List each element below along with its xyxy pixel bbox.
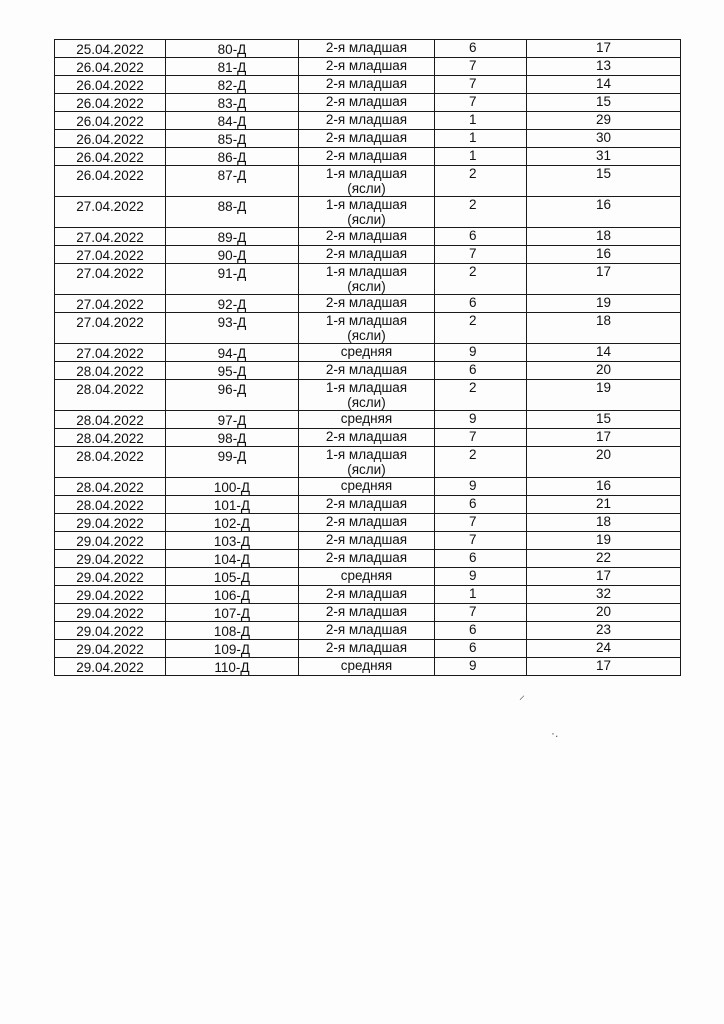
cell-date: 26.04.2022 [55,148,166,166]
cell-order-number: 92-Д [166,295,299,313]
cell-date: 28.04.2022 [55,429,166,447]
cell-group: средняя [299,658,435,676]
cell-date: 29.04.2022 [55,586,166,604]
cell-count: 14 [527,76,681,94]
cell-order-number: 95-Д [166,362,299,380]
cell-date: 28.04.2022 [55,496,166,514]
cell-date: 26.04.2022 [55,76,166,94]
table-row [55,447,681,478]
cell-date: 27.04.2022 [55,246,166,264]
cell-group: 2-я младшая [299,94,435,112]
cell-group-number: 6 [435,550,527,568]
cell-count: 16 [527,197,681,228]
cell-group-number: 6 [435,622,527,640]
cell-count: 17 [527,429,681,447]
cell-date: 26.04.2022 [55,58,166,76]
cell-group: 2-я младшая [299,550,435,568]
cell-group-number: 7 [435,94,527,112]
cell-group: средняя [299,344,435,362]
cell-date: 29.04.2022 [55,568,166,586]
cell-date: 27.04.2022 [55,344,166,362]
table-row [55,130,681,148]
cell-count: 19 [527,380,681,411]
cell-group: 1-я младшая (ясли) [299,166,435,197]
cell-order-number: 83-Д [166,94,299,112]
table-row [55,658,681,676]
cell-count: 30 [527,130,681,148]
cell-date: 29.04.2022 [55,640,166,658]
cell-group: 2-я младшая [299,496,435,514]
cell-count: 17 [527,658,681,676]
cell-group: 2-я младшая [299,130,435,148]
cell-order-number: 87-Д [166,166,299,197]
cell-date: 27.04.2022 [55,197,166,228]
cell-order-number: 109-Д [166,640,299,658]
cell-date: 29.04.2022 [55,658,166,676]
cell-group-number: 7 [435,246,527,264]
cell-group: 2-я младшая [299,40,435,58]
cell-group: средняя [299,478,435,496]
cell-date: 26.04.2022 [55,112,166,130]
cell-group-number: 6 [435,228,527,246]
cell-date: 28.04.2022 [55,380,166,411]
cell-count: 21 [527,496,681,514]
cell-order-number: 81-Д [166,58,299,76]
table-row [55,586,681,604]
cell-count: 16 [527,246,681,264]
cell-date: 28.04.2022 [55,447,166,478]
table-row [55,640,681,658]
cell-group-number: 6 [435,362,527,380]
table-row [55,313,681,344]
cell-group-number: 7 [435,429,527,447]
cell-order-number: 110-Д [166,658,299,676]
cell-order-number: 96-Д [166,380,299,411]
cell-group-number: 7 [435,604,527,622]
cell-group: 2-я младшая [299,640,435,658]
table-row [55,362,681,380]
cell-order-number: 93-Д [166,313,299,344]
cell-group: 1-я младшая (ясли) [299,380,435,411]
cell-order-number: 107-Д [166,604,299,622]
cell-date: 25.04.2022 [55,40,166,58]
cell-group-number: 7 [435,76,527,94]
cell-date: 26.04.2022 [55,94,166,112]
cell-group: 2-я младшая [299,532,435,550]
cell-group: 2-я младшая [299,112,435,130]
cell-count: 22 [527,550,681,568]
cell-group: 2-я младшая [299,246,435,264]
cell-count: 19 [527,532,681,550]
cell-group: 2-я младшая [299,586,435,604]
cell-group: средняя [299,411,435,429]
table-row [55,246,681,264]
cell-group: 2-я младшая [299,58,435,76]
enrollment-table [54,39,681,676]
cell-count: 14 [527,344,681,362]
cell-order-number: 84-Д [166,112,299,130]
table-row [55,550,681,568]
cell-group: 2-я младшая [299,429,435,447]
table-row [55,604,681,622]
cell-group: 2-я младшая [299,76,435,94]
cell-group: средняя [299,568,435,586]
cell-count: 18 [527,313,681,344]
table-row [55,622,681,640]
cell-group-number: 1 [435,148,527,166]
table-row [55,112,681,130]
cell-date: 27.04.2022 [55,228,166,246]
cell-count: 29 [527,112,681,130]
cell-date: 27.04.2022 [55,295,166,313]
cell-group-number: 2 [435,447,527,478]
cell-order-number: 97-Д [166,411,299,429]
cell-group: 2-я младшая [299,295,435,313]
cell-group: 1-я младшая (ясли) [299,197,435,228]
cell-group: 2-я младшая [299,622,435,640]
cell-group-number: 9 [435,478,527,496]
cell-order-number: 106-Д [166,586,299,604]
cell-order-number: 104-Д [166,550,299,568]
table-row [55,344,681,362]
cell-count: 18 [527,228,681,246]
cell-count: 17 [527,568,681,586]
cell-order-number: 101-Д [166,496,299,514]
cell-count: 17 [527,40,681,58]
cell-date: 29.04.2022 [55,532,166,550]
cell-count: 15 [527,166,681,197]
cell-group-number: 2 [435,264,527,295]
cell-order-number: 94-Д [166,344,299,362]
table-row [55,58,681,76]
cell-group-number: 2 [435,313,527,344]
cell-group: 2-я младшая [299,362,435,380]
pen-mark: ·. [551,726,559,740]
table-body [55,40,681,676]
table-row [55,514,681,532]
cell-group-number: 6 [435,640,527,658]
cell-date: 26.04.2022 [55,166,166,197]
cell-group-number: 9 [435,658,527,676]
cell-group: 1-я младшая (ясли) [299,264,435,295]
cell-order-number: 80-Д [166,40,299,58]
cell-date: 27.04.2022 [55,313,166,344]
cell-date: 29.04.2022 [55,622,166,640]
cell-group-number: 2 [435,197,527,228]
cell-order-number: 105-Д [166,568,299,586]
cell-count: 15 [527,94,681,112]
cell-order-number: 103-Д [166,532,299,550]
table-row [55,380,681,411]
cell-group-number: 1 [435,586,527,604]
cell-date: 28.04.2022 [55,411,166,429]
cell-count: 20 [527,604,681,622]
cell-group-number: 2 [435,166,527,197]
cell-count: 18 [527,514,681,532]
cell-date: 29.04.2022 [55,514,166,532]
table-row [55,197,681,228]
cell-group-number: 6 [435,295,527,313]
cell-group: 2-я младшая [299,148,435,166]
cell-order-number: 100-Д [166,478,299,496]
table-row [55,76,681,94]
cell-group: 1-я младшая (ясли) [299,313,435,344]
table-row [55,40,681,58]
table-row [55,148,681,166]
table-row [55,568,681,586]
cell-count: 32 [527,586,681,604]
table-row [55,478,681,496]
cell-group-number: 6 [435,40,527,58]
cell-group: 2-я младшая [299,514,435,532]
cell-date: 28.04.2022 [55,362,166,380]
table-row [55,166,681,197]
cell-order-number: 99-Д [166,447,299,478]
cell-order-number: 91-Д [166,264,299,295]
cell-group-number: 6 [435,496,527,514]
cell-count: 23 [527,622,681,640]
cell-group-number: 7 [435,58,527,76]
cell-count: 17 [527,264,681,295]
cell-order-number: 82-Д [166,76,299,94]
cell-group-number: 9 [435,568,527,586]
cell-group-number: 9 [435,411,527,429]
cell-group: 2-я младшая [299,228,435,246]
cell-date: 29.04.2022 [55,604,166,622]
cell-order-number: 85-Д [166,130,299,148]
pen-mark: ⸝ [519,688,526,702]
cell-group-number: 7 [435,532,527,550]
cell-order-number: 88-Д [166,197,299,228]
cell-group: 2-я младшая [299,604,435,622]
cell-group: 1-я младшая (ясли) [299,447,435,478]
cell-count: 15 [527,411,681,429]
cell-order-number: 86-Д [166,148,299,166]
cell-date: 28.04.2022 [55,478,166,496]
cell-count: 20 [527,447,681,478]
cell-order-number: 102-Д [166,514,299,532]
cell-count: 13 [527,58,681,76]
cell-count: 19 [527,295,681,313]
cell-date: 26.04.2022 [55,130,166,148]
cell-count: 16 [527,478,681,496]
cell-order-number: 90-Д [166,246,299,264]
cell-group-number: 1 [435,112,527,130]
cell-order-number: 89-Д [166,228,299,246]
cell-date: 29.04.2022 [55,550,166,568]
table-row [55,228,681,246]
table-row [55,264,681,295]
table-row [55,295,681,313]
cell-count: 20 [527,362,681,380]
cell-group-number: 2 [435,380,527,411]
cell-order-number: 98-Д [166,429,299,447]
cell-date: 27.04.2022 [55,264,166,295]
table-row [55,496,681,514]
table-row [55,532,681,550]
cell-count: 31 [527,148,681,166]
table-row [55,94,681,112]
cell-count: 24 [527,640,681,658]
table-row [55,411,681,429]
cell-group-number: 7 [435,514,527,532]
cell-order-number: 108-Д [166,622,299,640]
cell-group-number: 1 [435,130,527,148]
table-row [55,429,681,447]
cell-group-number: 9 [435,344,527,362]
